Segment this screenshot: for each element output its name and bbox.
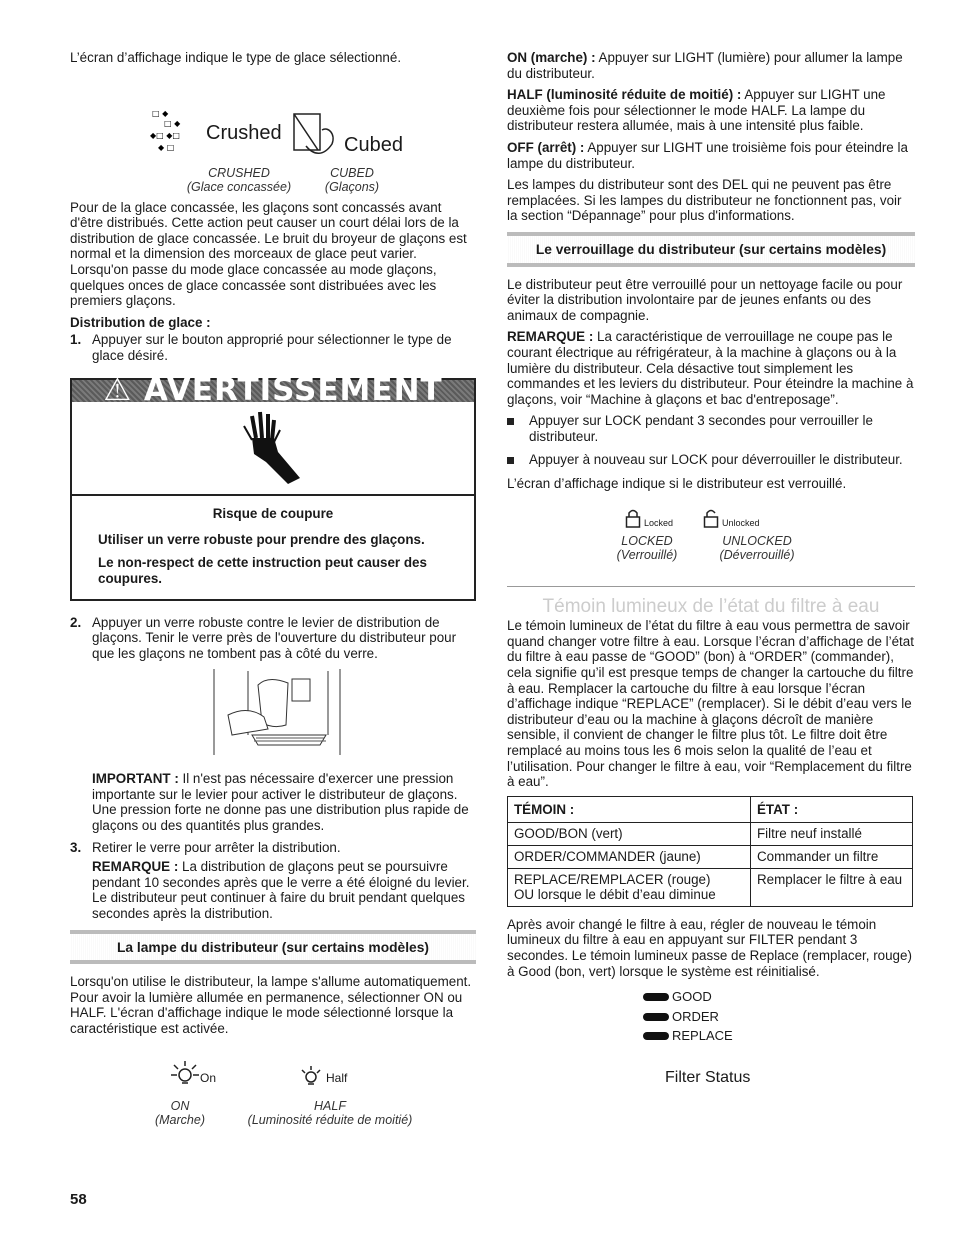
table-row <box>508 823 913 846</box>
order-label: ORDER <box>672 1008 719 1024</box>
table-cell: ORDER/COMMANDER (jaune) <box>508 845 751 868</box>
step-2 <box>70 615 476 662</box>
bullet-square-icon <box>507 452 529 468</box>
table-cell: Remplacer le filtre à eau <box>751 868 913 906</box>
right-column <box>507 50 915 1086</box>
cubed-label: Cubed <box>344 133 403 156</box>
glass-dispenser-icon <box>208 665 348 761</box>
warning-risk: Risque de coupure <box>212 506 334 522</box>
filter-status-caption: Filter Status <box>665 1068 751 1086</box>
lock-status-figure <box>507 500 915 568</box>
off-mode-desc: Appuyer sur LIGHT une troisième fois pour éteindre la lampe du distributeur. <box>507 139 908 171</box>
cubed-ice-icon <box>288 106 340 168</box>
on-label: On <box>200 1070 217 1085</box>
locked-caption-main: LOCKED <box>621 533 673 548</box>
step-number: 3. <box>70 839 82 855</box>
step-text: Appuyer sur le bouton approprié pour sélectionner le type de glace désiré. <box>92 332 452 363</box>
locked-word: Locked <box>644 517 674 528</box>
lock-paragraph: Le distributeur peut être verrouillé pour un nettoyage facile ou pour éviter la distribution involontaire par de jeunes enfants ou des animaux de compagnie. <box>507 276 903 323</box>
on-caption-main: ON <box>170 1098 190 1113</box>
replace-pill-icon <box>643 1032 669 1040</box>
order-indicator <box>643 1009 915 1025</box>
lamp-section-heading: La lampe du distributeur (sur certains modèles) <box>70 930 476 965</box>
warning-text <box>72 496 474 598</box>
important-note <box>92 771 476 833</box>
light-on-icon <box>170 1059 200 1089</box>
unlocked-caption <box>697 534 817 562</box>
warning-line-2: Le non-respect de cette instruction peut causer des coupures. <box>98 555 427 586</box>
warning-box <box>70 371 476 601</box>
crushed-caption-fr: (Glace concassée) <box>186 179 292 194</box>
warning-triangle-icon: ⚠ <box>103 371 133 408</box>
step-number: 1. <box>70 332 82 348</box>
lamp-paragraph: Lorsqu'on utilise le distributeur, la lampe s'allume automatiquement. Pour avoir la lumière allumée en permanence, sélectionner ON ou HALF. L'écran d'affichage indique le mode sélectionné lorsque la caractéristique est activée. <box>70 974 472 1036</box>
bullet-text: Appuyer sur LOCK pendant 3 secondes pour verrouiller le distributeur. <box>529 413 873 444</box>
remarque-note <box>92 859 476 921</box>
filter-status-figure <box>643 989 915 1085</box>
filter-paragraph: Le témoin lumineux de l’état du filtre à eau vous permettra de savoir quand changer votre filtre à eau. Lorsque l’écran d’affichage de l’état du filtre à eau passe de “GOOD” (bon) à “ORDER” (commander), cela signifie qu’il est presque temps de changer la cartouche du filtre à eau. Remplacer la cartouche du filtre à eau lorsque l’écran d’affichage indique “REPLACE” (remplacer). Si le débit d’eau vers le distributeur d’eau ou la machine à glaçons décroît de manière sensible, il convient de changer le filtre plus tôt. Le filtre doit être remplacé au moins tous les 6 mois selon la qualité de l’eau et l’utilisation. Pour changer le filtre à eau, voir “Remplacement du filtre à eau”. <box>507 618 914 790</box>
warning-title: AVERTISSEMENT <box>143 371 443 408</box>
lock-remarque-label: REMARQUE : <box>507 329 594 345</box>
filter-section-heading: Témoin lumineux de l’état du filtre à eau <box>507 586 915 615</box>
warning-line-1: Utiliser un verre robuste pour prendre des glaçons. <box>98 531 425 547</box>
step-text: Appuyer un verre robuste contre le levier de distribution de glaçons. Tenir le verre près de l'ouverture du distributeur pour que les glaçons ne tombent pas à côté du verre. <box>92 614 457 661</box>
off-mode-label: OFF (arrêt) : <box>507 139 585 155</box>
svg-text:◆ □: ◆ □ <box>158 142 175 152</box>
cubed-caption-fr: (Glaçons) <box>324 179 380 194</box>
crushed-caption-main: CRUSHED <box>208 165 270 180</box>
cubed-caption-main: CUBED <box>330 165 374 180</box>
lock-remarque <box>507 329 915 407</box>
table-header-cell: ÉTAT : <box>751 796 913 823</box>
step-3 <box>70 840 476 856</box>
step-text: Retirer le verre pour arrêter la distribution. <box>92 839 341 855</box>
good-indicator <box>643 989 915 1005</box>
lamp-mode-figure <box>70 1045 476 1131</box>
filter-status-table <box>507 796 913 907</box>
bullet-item <box>507 413 915 444</box>
replace-label: REPLACE <box>672 1028 733 1044</box>
crushed-paragraph: Pour de la glace concassée, les glaçons sont concassés avant d'être distribués. Cette action peut causer un court délai lors de la distribution de glace concassée. Le bruit du broyeur de glaçons est normal et la dimension des morceaux de glace peut varier. Lorsqu'on passe du mode glace concassée au mode glaçons, quelques onces de glace concassée sont distribuées avec les premiers glaçons. <box>70 199 467 309</box>
important-label: IMPORTANT : <box>92 771 179 787</box>
bullet-item <box>507 452 915 468</box>
light-half-icon <box>298 1063 324 1089</box>
hand-cut-icon <box>238 408 308 488</box>
bullet-square-icon <box>507 413 529 444</box>
half-mode-text <box>507 87 915 134</box>
table-cell: Commander un filtre <box>751 845 913 868</box>
page-number: 58 <box>70 1191 87 1208</box>
table-cell: GOOD/BON (vert) <box>508 823 751 846</box>
good-pill-icon <box>643 993 669 1001</box>
left-column <box>70 50 476 1131</box>
half-caption-main: HALF <box>314 1098 346 1113</box>
table-row <box>508 868 913 906</box>
replace-indicator <box>643 1028 915 1044</box>
off-mode-text <box>507 140 915 171</box>
dispenser-illustration <box>70 665 476 763</box>
locked-caption <box>607 534 687 562</box>
svg-text:◆□ ◆□: ◆□ ◆□ <box>150 130 180 140</box>
table-header-row <box>508 796 913 823</box>
table-cell: REPLACE/REMPLACER (rouge) OU lorsque le débit d’eau diminue <box>508 868 751 906</box>
on-caption <box>130 1099 230 1127</box>
svg-text:□ ◆: □ ◆ <box>164 118 181 128</box>
after-change-paragraph: Après avoir changé le filtre à eau, régler de nouveau le témoin lumineux du filtre à eau en appuyant sur FILTER pendant 3 secondes. Le témoin lumineux passe de Replace (remplacer, rouge) à Good (bon, vert) lorsque le système est réinitialisé. <box>507 916 912 979</box>
table-row <box>508 845 913 868</box>
on-mode-desc: Appuyer sur LIGHT (lumière) pour allumer la lampe du distributeur. <box>507 50 903 81</box>
lock-section-heading: Le verrouillage du distributeur (sur certains modèles) <box>507 232 915 267</box>
remarque-text: La distribution de glaçons peut se poursuivre pendant 10 secondes après que le verre a été éloigné du levier. Le distributeur peut continuer à faire du bruit pendant quelques secondes après la distribution. <box>92 859 470 922</box>
warning-header <box>72 371 474 408</box>
ice-type-figure <box>70 74 476 194</box>
locked-icon <box>625 508 641 528</box>
half-caption <box>230 1099 430 1127</box>
half-mode-desc: Appuyer sur LIGHT une deuxième fois pour sélectionner le mode HALF. La lampe du distributeur restera allumée, mais à une intensité plus faible. <box>507 87 886 134</box>
lock-remarque-text: La caractéristique de verrouillage ne coupe pas le courant électrique au réfrigérateur, à la machine à glaçons ou à la lumière du distributeur. Cela désactive tout simplement les commandes et les leviers du distributeur. Pour éteindre la machine à glaçons, voir “Machine à glaçons et bac d'entreposage”. <box>507 329 914 407</box>
cubed-caption <box>292 166 412 194</box>
led-paragraph: Les lampes du distributeur sont des DEL qui ne peuvent pas être remplacées. Si les lampes du distributeur ne fonctionnent pas, voir la section “Dépannage” pour plus d'informations. <box>507 177 902 224</box>
warning-pictogram <box>72 402 474 496</box>
unlocked-caption-main: UNLOCKED <box>722 533 792 548</box>
important-text: Il n'est pas nécessaire d'exercer une pression importante sur le levier pour activer le distributeur de glaçons. Une pression forte ne donne pas une distribution plus rapide de glaçons ou des quantités plus grandes. <box>92 771 469 834</box>
on-caption-fr: (Marche) <box>154 1112 205 1127</box>
step-1 <box>70 332 476 363</box>
on-mode-text <box>507 50 915 81</box>
unlocked-icon <box>703 508 719 528</box>
unlocked-caption-fr: (Déverrouillé) <box>719 547 795 562</box>
half-label: Half <box>326 1070 348 1085</box>
dispense-heading: Distribution de glace : <box>70 314 211 330</box>
crushed-label: Crushed <box>206 121 282 144</box>
table-header-cell: TÉMOIN : <box>508 796 751 823</box>
half-caption-fr: (Luminosité réduite de moitié) <box>247 1112 413 1127</box>
unlocked-word: Unlocked <box>722 517 760 528</box>
lock-display-text: L’écran d’affichage indique si le distributeur est verrouillé. <box>507 476 847 492</box>
half-mode-label: HALF (luminosité réduite de moitié) : <box>507 87 742 103</box>
locked-caption-fr: (Verrouillé) <box>616 547 678 562</box>
table-cell: Filtre neuf installé <box>751 823 913 846</box>
remarque-label: REMARQUE : <box>92 859 179 875</box>
step-number: 2. <box>70 614 82 630</box>
good-label: GOOD <box>672 989 712 1005</box>
bullet-text: Appuyer à nouveau sur LOCK pour déverrouiller le distributeur. <box>529 452 903 468</box>
svg-text:□ ◆: □ ◆ <box>152 108 169 118</box>
order-pill-icon <box>643 1013 669 1021</box>
crushed-ice-icon <box>150 106 198 166</box>
intro-text: L’écran d’affichage indique le type de glace sélectionné. <box>70 50 402 65</box>
on-mode-label: ON (marche) : <box>507 50 596 65</box>
